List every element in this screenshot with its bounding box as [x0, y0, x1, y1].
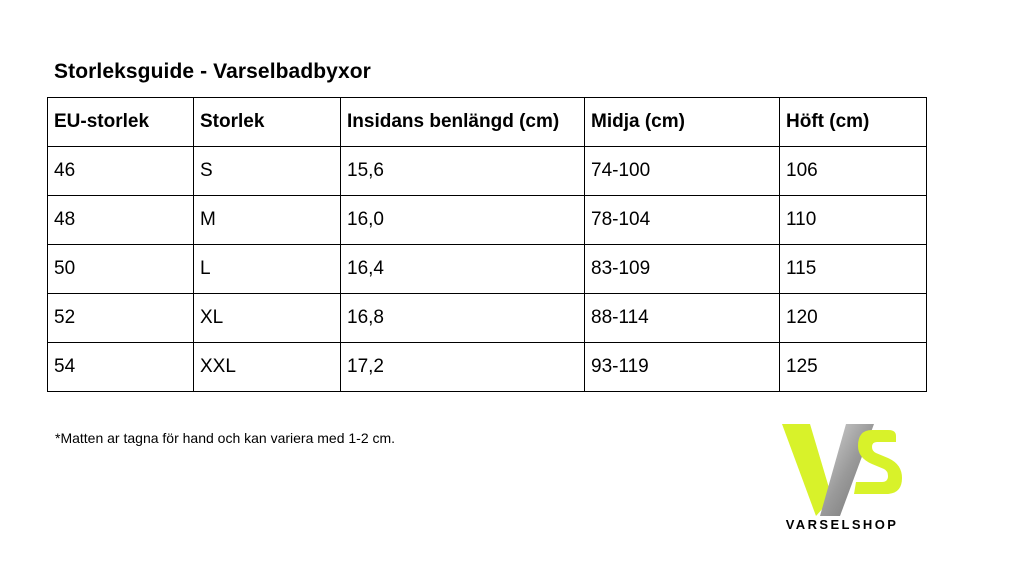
cell-eu-size: 52 — [48, 294, 194, 343]
varselshop-logo[interactable] — [776, 420, 906, 540]
cell-eu-size: 48 — [48, 196, 194, 245]
vs-logo-icon — [776, 420, 906, 516]
cell-eu-size: 50 — [48, 245, 194, 294]
logo-text: VARSELSHOP — [785, 517, 899, 532]
cell-inseam: 16,8 — [341, 294, 585, 343]
cell-hip: 110 — [780, 196, 927, 245]
cell-inseam: 16,0 — [341, 196, 585, 245]
table-row — [48, 343, 927, 392]
page-title: Storleksguide - Varselbadbyxor — [54, 60, 371, 83]
cell-hip: 120 — [780, 294, 927, 343]
cell-waist: 93-119 — [585, 343, 780, 392]
table-row — [48, 245, 927, 294]
cell-hip: 115 — [780, 245, 927, 294]
cell-waist: 74-100 — [585, 147, 780, 196]
cell-eu-size: 54 — [48, 343, 194, 392]
cell-size: S — [194, 147, 341, 196]
cell-size: XL — [194, 294, 341, 343]
cell-waist: 78-104 — [585, 196, 780, 245]
header-eu-size: EU-storlek — [48, 98, 194, 147]
table-row — [48, 294, 927, 343]
header-hip: Höft (cm) — [780, 98, 927, 147]
cell-eu-size: 46 — [48, 147, 194, 196]
table-header-row — [48, 98, 927, 147]
cell-hip: 125 — [780, 343, 927, 392]
cell-inseam: 15,6 — [341, 147, 585, 196]
cell-inseam: 17,2 — [341, 343, 585, 392]
header-size: Storlek — [194, 98, 341, 147]
cell-waist: 88-114 — [585, 294, 780, 343]
cell-inseam: 16,4 — [341, 245, 585, 294]
cell-waist: 83-109 — [585, 245, 780, 294]
cell-size: M — [194, 196, 341, 245]
footnote: *Matten ar tagna för hand och kan variera med 1-2 cm. — [55, 430, 396, 446]
size-table — [47, 97, 927, 392]
table-row — [48, 147, 927, 196]
header-inseam: Insidans benlängd (cm) — [341, 98, 585, 147]
table-row — [48, 196, 927, 245]
cell-hip: 106 — [780, 147, 927, 196]
cell-size: L — [194, 245, 341, 294]
cell-size: XXL — [194, 343, 341, 392]
header-waist: Midja (cm) — [585, 98, 780, 147]
